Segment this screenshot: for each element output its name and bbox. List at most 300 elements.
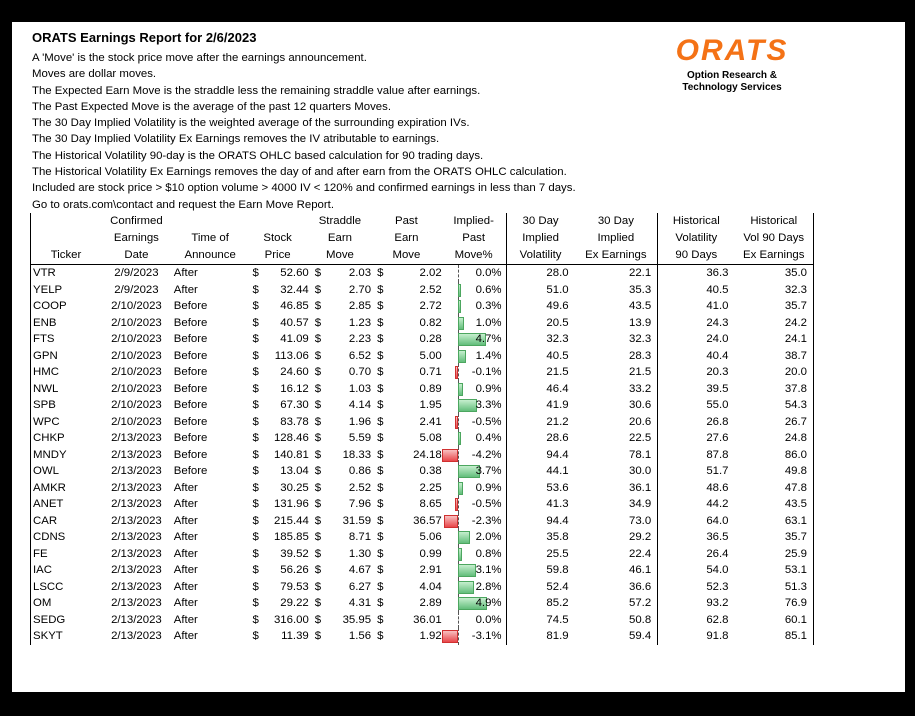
table-row xyxy=(31,529,814,546)
straddle-cell: 1.23 xyxy=(348,316,372,329)
report-title: ORATS Earnings Report for 2/6/2023 xyxy=(32,30,257,45)
currency-symbol: $ xyxy=(314,531,322,543)
iv30ex-cell: 35.3 xyxy=(575,282,658,299)
date-cell: 2/13/2023 xyxy=(111,481,162,494)
implied-move-cell xyxy=(442,348,506,365)
currency-symbol: $ xyxy=(377,547,384,560)
iv30-cell: 41.9 xyxy=(546,399,569,411)
past-move-cell: 0.28 xyxy=(419,333,442,345)
header-iv30-1: Implied xyxy=(522,232,559,244)
ticker-cell: SKYT xyxy=(31,628,100,645)
header-date-1: Earnings xyxy=(113,232,159,244)
past-move-cell: 0.38 xyxy=(419,465,442,477)
past-move-cell: 5.06 xyxy=(419,531,442,543)
table-row xyxy=(31,546,814,563)
straddle-cell: 4.31 xyxy=(348,597,372,609)
iv30ex-cell: 22.1 xyxy=(575,265,658,282)
currency-symbol: $ xyxy=(252,267,259,279)
date-cell: 2/10/2023 xyxy=(111,300,162,312)
table-row xyxy=(31,414,814,431)
hv90ex-cell: 35.0 xyxy=(735,265,814,282)
hv90-cell: 24.0 xyxy=(706,333,729,345)
header-ticker-1 xyxy=(31,230,100,247)
implied-move-value: 4.9% xyxy=(475,597,502,609)
implied-move-cell xyxy=(442,546,506,563)
implied-move-value: 0.6% xyxy=(475,283,502,296)
time-cell: After xyxy=(173,580,198,593)
currency-symbol: $ xyxy=(314,333,322,345)
date-cell: 2/10/2023 xyxy=(111,382,162,395)
currency-symbol: $ xyxy=(252,349,259,362)
implied-move-cell xyxy=(442,595,506,612)
currency-symbol: $ xyxy=(314,630,322,642)
hv90ex-cell: 24.1 xyxy=(735,331,814,348)
table-row xyxy=(31,628,814,645)
ticker-cell: FE xyxy=(31,546,100,563)
implied-move-value: 1.4% xyxy=(475,349,502,362)
implied-move-cell xyxy=(442,331,506,348)
implied-move-cell xyxy=(442,513,506,530)
note-line: The Historical Volatility Ex Earnings removes the day of and after earn from the ORATS OHLC calculation. xyxy=(32,166,567,179)
table-row xyxy=(31,381,814,398)
straddle-cell: 0.86 xyxy=(348,465,372,477)
time-cell: After xyxy=(173,531,198,543)
table-row xyxy=(31,463,814,480)
header-past-2: Move xyxy=(371,247,442,265)
ticker-cell: OWL xyxy=(31,463,100,480)
currency-symbol: $ xyxy=(314,399,322,411)
iv30-cell: 81.9 xyxy=(546,630,569,642)
table-row xyxy=(31,348,814,365)
ticker-cell: LSCC xyxy=(31,579,100,596)
note-line: The Historical Volatility 90-day is the ORATS OHLC based calculation for 90 trading days. xyxy=(32,149,484,162)
iv30-cell: 21.2 xyxy=(546,415,569,428)
hv90-cell: 24.3 xyxy=(706,316,729,329)
time-cell: Before xyxy=(173,382,208,395)
iv30ex-cell: 33.2 xyxy=(575,381,658,398)
implied-move-value: 4.7% xyxy=(475,333,502,345)
header-date-0: Confirmed xyxy=(110,215,163,227)
hv90-cell: 87.8 xyxy=(706,448,729,461)
time-cell: Before xyxy=(173,399,208,411)
currency-symbol: $ xyxy=(252,432,259,444)
iv30-cell: 32.3 xyxy=(546,333,569,345)
date-cell: 2/13/2023 xyxy=(111,531,162,543)
time-cell: After xyxy=(173,498,198,510)
currency-symbol: $ xyxy=(252,613,259,626)
implied-move-cell xyxy=(442,364,506,381)
past-move-cell: 4.04 xyxy=(419,580,442,593)
date-cell: 2/13/2023 xyxy=(111,630,162,642)
time-cell: Before xyxy=(173,415,208,428)
iv30ex-cell: 22.5 xyxy=(575,430,658,447)
date-cell: 2/13/2023 xyxy=(111,597,162,609)
implied-move-value: 0.4% xyxy=(475,432,502,444)
implied-move-value: 0.8% xyxy=(475,547,502,560)
hv90ex-cell: 86.0 xyxy=(735,447,814,464)
time-cell: After xyxy=(173,613,198,626)
logo-line1: Option Research & xyxy=(686,70,778,81)
hv90-cell: 91.8 xyxy=(706,630,729,642)
time-cell: After xyxy=(173,564,198,576)
price-cell: 128.46 xyxy=(273,432,309,444)
time-cell: Before xyxy=(173,300,208,312)
currency-symbol: $ xyxy=(377,300,384,312)
date-cell: 2/13/2023 xyxy=(111,580,162,593)
iv30-cell: 52.4 xyxy=(546,580,569,593)
price-cell: 215.44 xyxy=(273,514,309,527)
hv90-cell: 55.0 xyxy=(706,399,729,411)
price-cell: 40.57 xyxy=(280,316,309,329)
straddle-cell: 2.85 xyxy=(348,300,372,312)
currency-symbol: $ xyxy=(252,415,259,428)
straddle-cell: 4.67 xyxy=(348,564,372,576)
hv90ex-cell: 35.7 xyxy=(735,529,814,546)
straddle-cell: 4.14 xyxy=(348,399,372,411)
ticker-cell: OM xyxy=(31,595,100,612)
header-implied-1: Past xyxy=(442,230,506,247)
iv30ex-cell: 34.9 xyxy=(575,496,658,513)
currency-symbol: $ xyxy=(252,498,259,510)
implied-move-cell xyxy=(442,447,506,464)
date-cell: 2/13/2023 xyxy=(111,514,162,527)
straddle-cell: 2.23 xyxy=(348,333,372,345)
iv30-cell: 21.5 xyxy=(546,366,569,378)
straddle-cell: 5.59 xyxy=(348,432,372,444)
implied-move-value: -4.2% xyxy=(471,448,502,461)
date-cell: 2/13/2023 xyxy=(111,564,162,576)
iv30ex-cell: 30.6 xyxy=(575,397,658,414)
header-past-0: Past xyxy=(394,215,418,227)
implied-move-value: -0.1% xyxy=(471,366,502,378)
header-hv90ex-0: Historical xyxy=(735,213,814,230)
ticker-cell: GPN xyxy=(31,348,100,365)
table-row xyxy=(31,397,814,414)
price-cell: 16.12 xyxy=(280,382,309,395)
implied-move-cell xyxy=(442,315,506,332)
hv90-cell: 52.3 xyxy=(706,580,729,593)
orats-logo xyxy=(672,36,792,94)
currency-symbol: $ xyxy=(314,316,322,329)
date-cell: 2/10/2023 xyxy=(111,366,162,378)
straddle-cell: 1.56 xyxy=(348,630,372,642)
currency-symbol: $ xyxy=(377,531,384,543)
ticker-cell: CHKP xyxy=(31,430,100,447)
ticker-cell: MNDY xyxy=(31,447,100,464)
header-straddle-0: Straddle xyxy=(318,215,362,227)
hv90ex-cell: 26.7 xyxy=(735,414,814,431)
iv30ex-cell: 50.8 xyxy=(575,612,658,629)
straddle-cell: 1.30 xyxy=(348,547,372,560)
currency-symbol: $ xyxy=(252,580,259,593)
header-past-1: Earn xyxy=(394,232,419,244)
implied-move-cell xyxy=(442,628,506,645)
implied-move-cell xyxy=(442,612,506,629)
hv90-cell: 44.2 xyxy=(706,498,729,510)
past-move-cell: 2.72 xyxy=(419,300,442,312)
currency-symbol: $ xyxy=(252,547,259,560)
iv30ex-cell: 57.2 xyxy=(575,595,658,612)
hv90-cell: 64.0 xyxy=(706,514,729,527)
table-row xyxy=(31,364,814,381)
price-cell: 79.53 xyxy=(280,580,309,593)
past-move-cell: 2.89 xyxy=(419,597,442,609)
hv90ex-cell: 37.8 xyxy=(735,381,814,398)
currency-symbol: $ xyxy=(314,366,322,378)
currency-symbol: $ xyxy=(314,498,322,510)
implied-move-value: 0.9% xyxy=(475,382,502,395)
header-iv30ex-0: 30 Day xyxy=(575,213,658,230)
implied-move-value: 0.0% xyxy=(475,613,502,626)
time-cell: Before xyxy=(173,349,208,362)
table-row xyxy=(31,265,814,282)
header-time-1: Time of xyxy=(191,232,229,244)
currency-symbol: $ xyxy=(377,333,384,345)
currency-symbol: $ xyxy=(314,448,322,461)
iv30-cell: 40.5 xyxy=(546,349,569,362)
ticker-cell: NWL xyxy=(31,381,100,398)
implied-move-cell xyxy=(442,282,506,299)
straddle-cell: 1.96 xyxy=(348,415,372,428)
price-cell: 83.78 xyxy=(280,415,309,428)
currency-symbol: $ xyxy=(377,382,384,395)
hv90ex-cell: 24.2 xyxy=(735,315,814,332)
date-cell: 2/10/2023 xyxy=(111,399,162,411)
currency-symbol: $ xyxy=(314,349,322,362)
report-notes xyxy=(32,50,576,213)
date-cell: 2/9/2023 xyxy=(114,267,159,279)
hv90ex-cell: 49.8 xyxy=(735,463,814,480)
date-cell: 2/13/2023 xyxy=(111,448,162,461)
date-cell: 2/13/2023 xyxy=(111,547,162,560)
currency-symbol: $ xyxy=(252,531,259,543)
note-line: The Expected Earn Move is the straddle less the remaining straddle value after earnings. xyxy=(32,84,481,97)
implied-move-value: -3.1% xyxy=(471,630,502,642)
date-cell: 2/13/2023 xyxy=(111,465,162,477)
ticker-cell: SPB xyxy=(31,397,100,414)
hv90ex-cell: 35.7 xyxy=(735,298,814,315)
currency-symbol: $ xyxy=(314,382,322,395)
header-date-2: Date xyxy=(99,247,174,265)
past-move-cell: 36.01 xyxy=(413,613,442,626)
iv30-cell: 53.6 xyxy=(546,481,569,494)
past-move-cell: 0.99 xyxy=(419,547,442,560)
implied-move-cell xyxy=(442,529,506,546)
price-cell: 185.85 xyxy=(273,531,309,543)
price-cell: 29.22 xyxy=(280,597,309,609)
price-cell: 67.30 xyxy=(280,399,309,411)
straddle-cell: 31.59 xyxy=(342,514,372,527)
implied-move-cell xyxy=(442,463,506,480)
iv30ex-cell: 28.3 xyxy=(575,348,658,365)
header-iv30-0: 30 Day xyxy=(522,215,559,227)
note-line: A 'Move' is the stock price move after the earnings announcement. xyxy=(32,52,367,64)
header-hv90-2: 90 Days xyxy=(658,247,735,265)
table-row xyxy=(31,447,814,464)
iv30-cell: 46.4 xyxy=(546,382,569,395)
past-move-cell: 2.25 xyxy=(419,481,442,494)
implied-move-cell xyxy=(442,562,506,579)
currency-symbol: $ xyxy=(377,597,384,609)
ticker-cell: COOP xyxy=(31,298,100,315)
hv90-cell: 93.2 xyxy=(706,597,729,609)
hv90-cell: 41.0 xyxy=(706,300,729,312)
iv30ex-cell: 36.1 xyxy=(575,480,658,497)
currency-symbol: $ xyxy=(252,597,259,609)
implied-move-cell xyxy=(442,480,506,497)
hv90-cell: 36.5 xyxy=(706,531,729,543)
table-row xyxy=(31,331,814,348)
iv30ex-cell: 20.6 xyxy=(575,414,658,431)
currency-symbol: $ xyxy=(377,481,384,494)
price-cell: 56.26 xyxy=(280,564,309,576)
hv90ex-cell: 54.3 xyxy=(735,397,814,414)
currency-symbol: $ xyxy=(314,547,322,560)
currency-symbol: $ xyxy=(252,514,259,527)
ticker-cell: HMC xyxy=(31,364,100,381)
currency-symbol: $ xyxy=(252,399,259,411)
past-move-cell: 2.52 xyxy=(419,283,442,296)
time-cell: Before xyxy=(173,333,208,345)
iv30-cell: 49.6 xyxy=(546,300,569,312)
straddle-cell: 7.96 xyxy=(348,498,372,510)
hv90ex-cell: 85.1 xyxy=(735,628,814,645)
currency-symbol: $ xyxy=(314,514,322,527)
straddle-cell: 2.70 xyxy=(348,283,372,296)
header-implied-0: Implied- xyxy=(442,213,506,230)
date-cell: 2/13/2023 xyxy=(111,432,162,444)
ticker-cell: ENB xyxy=(31,315,100,332)
currency-symbol: $ xyxy=(252,316,259,329)
table-row xyxy=(31,496,814,513)
table-row xyxy=(31,298,814,315)
hv90ex-cell: 76.9 xyxy=(735,595,814,612)
currency-symbol: $ xyxy=(377,283,384,296)
currency-symbol: $ xyxy=(314,564,322,576)
price-cell: 113.06 xyxy=(274,349,309,362)
hv90ex-cell: 32.3 xyxy=(735,282,814,299)
header-implied-2: Move% xyxy=(442,247,506,265)
past-move-cell: 2.02 xyxy=(419,267,442,279)
time-cell: Before xyxy=(173,432,208,444)
price-cell: 46.85 xyxy=(280,300,309,312)
straddle-cell: 2.52 xyxy=(348,481,372,494)
implied-move-value: 1.0% xyxy=(475,316,502,329)
hv90-cell: 40.4 xyxy=(706,349,729,362)
past-move-cell: 0.82 xyxy=(419,316,442,329)
implied-move-cell xyxy=(442,496,506,513)
currency-symbol: $ xyxy=(314,283,322,296)
implied-move-cell xyxy=(442,381,506,398)
iv30-cell: 28.0 xyxy=(546,267,569,279)
hv90-cell: 54.0 xyxy=(706,564,729,576)
iv30ex-cell: 73.0 xyxy=(575,513,658,530)
straddle-cell: 8.71 xyxy=(348,531,372,543)
price-cell: 30.25 xyxy=(280,481,309,494)
implied-move-value: 0.9% xyxy=(475,481,502,494)
past-move-cell: 2.91 xyxy=(419,564,442,576)
hv90ex-cell: 53.1 xyxy=(735,562,814,579)
currency-symbol: $ xyxy=(377,267,384,279)
date-cell: 2/10/2023 xyxy=(111,316,162,329)
hv90-cell: 20.3 xyxy=(706,366,729,378)
currency-symbol: $ xyxy=(252,300,259,312)
iv30ex-cell: 22.4 xyxy=(575,546,658,563)
logo-line2: Technology Services xyxy=(682,82,782,93)
currency-symbol: $ xyxy=(377,630,384,642)
hv90ex-cell: 38.7 xyxy=(735,348,814,365)
currency-symbol: $ xyxy=(377,514,384,527)
iv30ex-cell: 43.5 xyxy=(575,298,658,315)
currency-symbol: $ xyxy=(377,349,384,362)
iv30ex-cell: 46.1 xyxy=(575,562,658,579)
ticker-cell: VTR xyxy=(31,265,100,282)
header-iv30ex-1: Implied xyxy=(575,230,658,247)
currency-symbol: $ xyxy=(377,316,384,329)
currency-symbol: $ xyxy=(252,283,259,296)
straddle-cell: 35.95 xyxy=(342,613,372,626)
time-cell: After xyxy=(173,267,198,279)
time-cell: After xyxy=(173,481,198,494)
currency-symbol: $ xyxy=(314,300,322,312)
currency-symbol: $ xyxy=(377,498,384,510)
ticker-cell: AMKR xyxy=(31,480,100,497)
header-ticker-2: Ticker xyxy=(31,247,100,265)
table-row xyxy=(31,595,814,612)
iv30-cell: 74.5 xyxy=(546,613,569,626)
straddle-cell: 1.03 xyxy=(348,382,372,395)
currency-symbol: $ xyxy=(377,448,384,461)
hv90-cell: 39.5 xyxy=(706,382,729,395)
implied-move-cell xyxy=(442,430,506,447)
iv30ex-cell: 21.5 xyxy=(575,364,658,381)
header-price-2: Price xyxy=(246,247,308,265)
header-iv30ex-2: Ex Earnings xyxy=(575,247,658,265)
iv30-cell: 35.8 xyxy=(546,531,569,543)
currency-symbol: $ xyxy=(252,382,259,395)
header-straddle-1: Earn xyxy=(327,232,352,244)
currency-symbol: $ xyxy=(377,613,384,626)
note-line: The Past Expected Move is the average of the past 12 quarters Moves. xyxy=(32,100,391,113)
currency-symbol: $ xyxy=(314,613,322,626)
currency-symbol: $ xyxy=(377,564,384,576)
implied-move-cell xyxy=(442,298,506,315)
time-cell: Before xyxy=(173,448,208,461)
price-cell: 32.44 xyxy=(280,283,309,296)
currency-symbol: $ xyxy=(314,415,322,428)
currency-symbol: $ xyxy=(314,597,322,609)
price-cell: 24.60 xyxy=(280,366,309,378)
iv30-cell: 94.4 xyxy=(546,448,569,461)
currency-symbol: $ xyxy=(252,630,259,642)
time-cell: Before xyxy=(173,465,208,477)
header-iv30-2: Volatility xyxy=(506,247,575,265)
hv90ex-cell: 51.3 xyxy=(735,579,814,596)
hv90-cell: 36.3 xyxy=(706,267,729,279)
implied-move-cell xyxy=(442,579,506,596)
table-row xyxy=(31,612,814,629)
implied-move-value: 3.1% xyxy=(475,564,502,576)
header-ticker-0 xyxy=(31,213,100,230)
past-move-cell: 5.08 xyxy=(419,432,442,444)
price-cell: 316.00 xyxy=(273,613,309,626)
hv90-cell: 27.6 xyxy=(706,432,729,444)
iv30-cell: 51.0 xyxy=(546,283,569,296)
hv90ex-cell: 20.0 xyxy=(735,364,814,381)
implied-move-value: 2.8% xyxy=(475,580,502,593)
report-page xyxy=(12,22,905,692)
note-line: Included are stock price > $10 option volume > 4000 IV < 120% and confirmed earnings in less than 7 days. xyxy=(32,182,576,195)
